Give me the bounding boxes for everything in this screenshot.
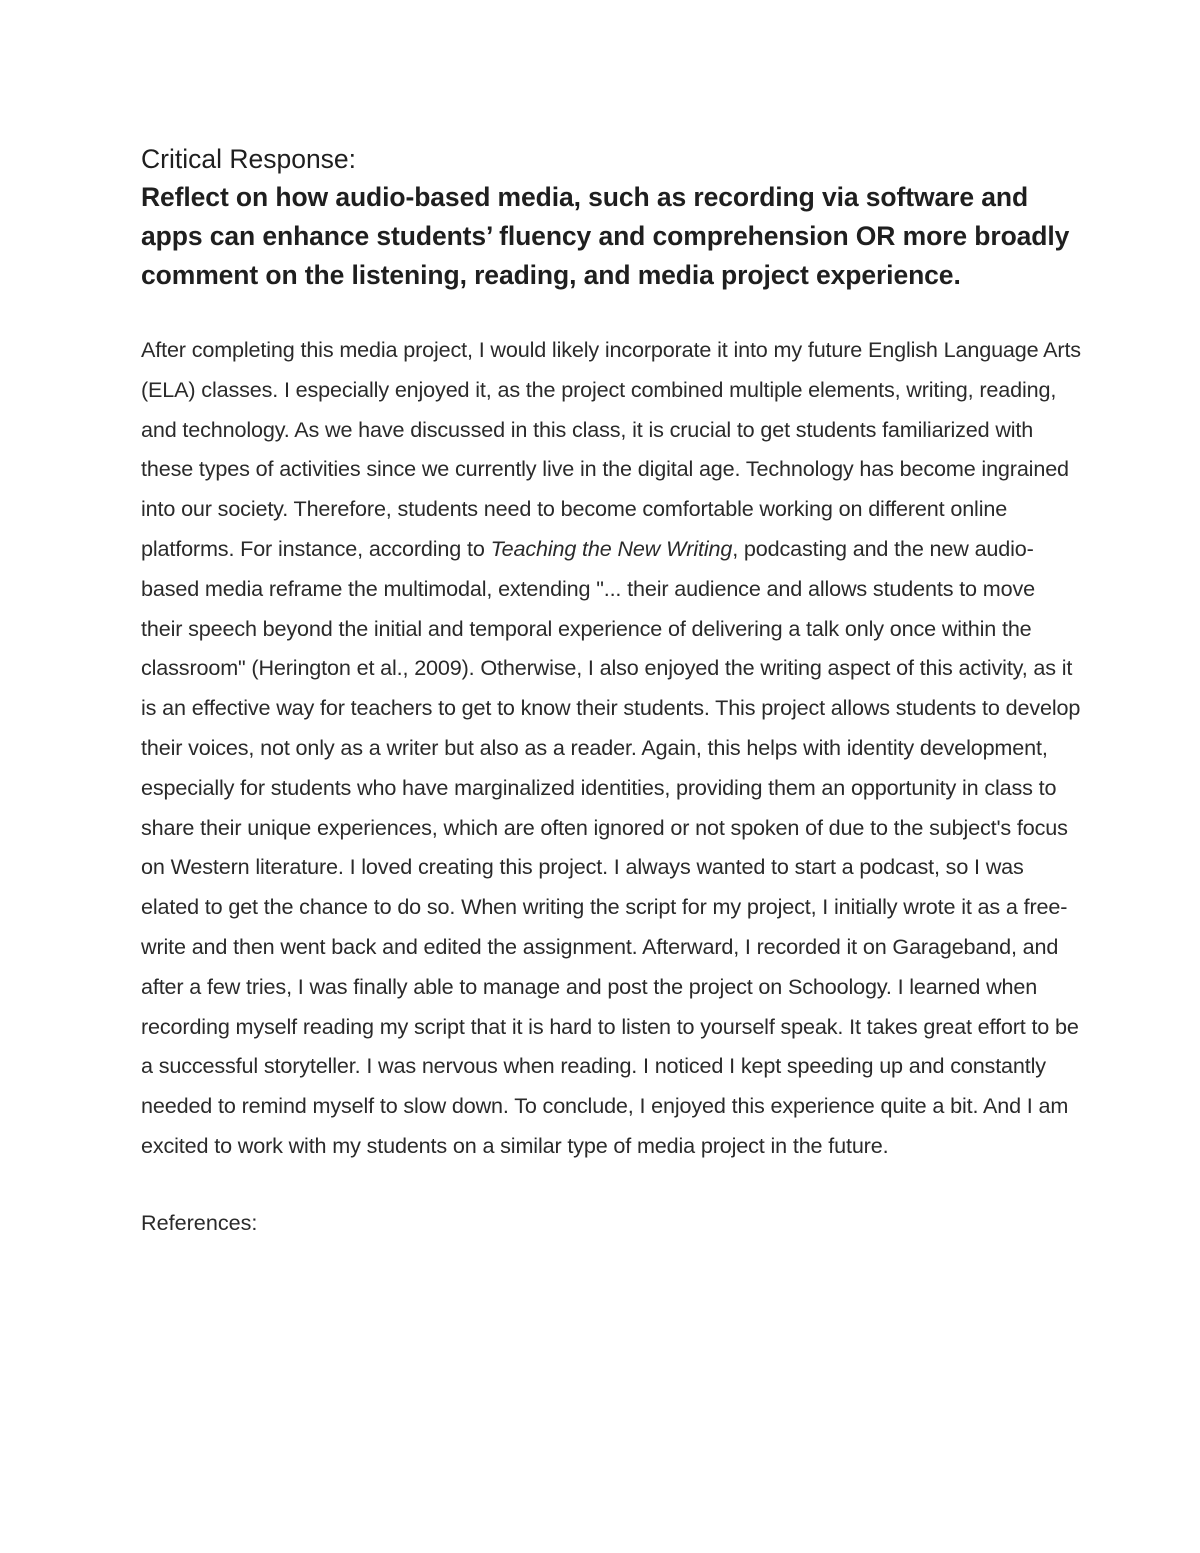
response-paragraph [141,330,1081,1166]
document-content [141,140,1081,1243]
response-text-part2: , podcasting and the new audio-based media reframe the multimodal, extending "... their audience and allows students to move their speech beyond the initial and temporal experience of delivering a talk only once within the classroom" (Herington et al., 2009). Otherwise, I also enjoyed the writing aspect of this activity, as it is an effective way for teachers to get to know their students. This project allows students to develop their voices, not only as a writer but also as a reader. Again, this helps with identity development, especially for students who have marginalized identities, providing them an opportunity in class to share their unique experiences, which are often ignored or not spoken of due to the subject's focus on Western literature. I loved creating this project. I always wanted to start a podcast, so I was elated to get the chance to do so. When writing the script for my project, I initially wrote it as a free-write and then went back and edited the assignment. Afterward, I recorded it on Garageband, and after a few tries, I was finally able to manage and post the project on Schoology. I learned when recording myself reading my script that it is hard to listen to yourself speak. It takes great effort to be a successful storyteller. I was nervous when reading. I noticed I kept speeding up and constantly needed to remind myself to slow down. To conclude, I enjoyed this experience quite a bit. And I am excited to work with my students on a similar type of media project in the future. [141,535,1081,1158]
references-heading: References: [141,1209,258,1235]
critical-response-heading: Critical Response: [141,144,357,174]
assignment-prompt: Reflect on how audio-based media, such as recording via software and apps can enhance students’ fluency and comprehension OR more broadly comment on the listening, reading, and media project experience. [141,182,1070,290]
book-title: Teaching the New Writing [490,535,733,561]
response-text-part1: After completing this media project, I would likely incorporate it into my future English Language Arts (ELA) classes. I especially enjoyed it, as the project combined multiple elements, writing, reading, and technology. As we have discussed in this class, it is crucial to get students familiarized with these types of activities since we currently live in the digital age. Technology has become ingrained into our society. Therefore, students need to become comfortable working on different online platforms. For instance, according to [141,337,1081,561]
